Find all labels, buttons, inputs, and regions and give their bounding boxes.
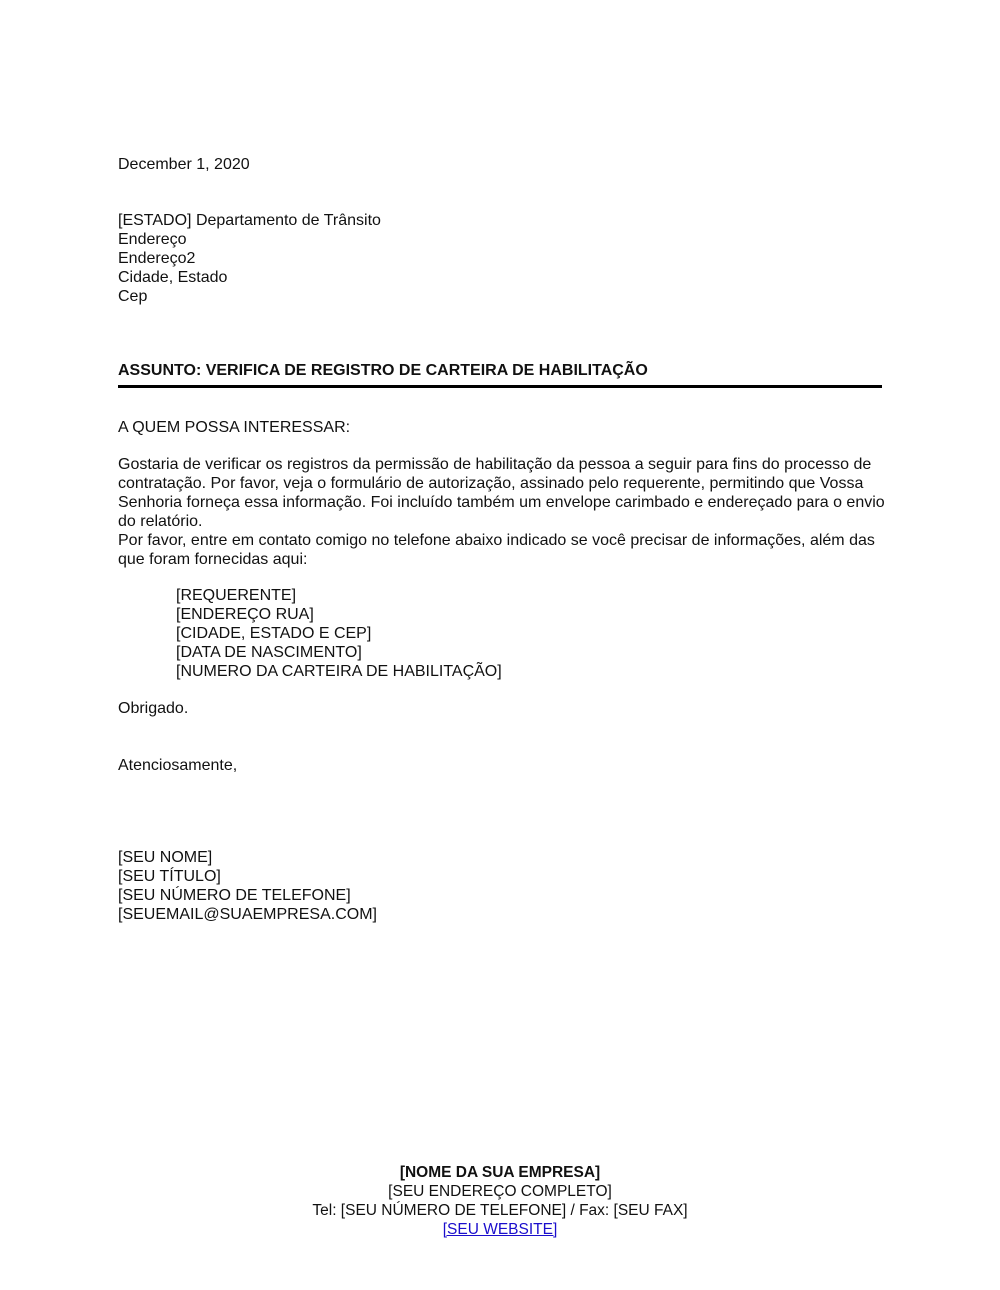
footer-company-name: [NOME DA SUA EMPRESA]: [399, 1164, 601, 1181]
recipient-line: Cidade, Estado: [118, 269, 228, 286]
footer-website-link[interactable]: [SEU WEBSITE]: [442, 1221, 558, 1238]
signature-name: [SEU NOME]: [118, 849, 213, 866]
subject-divider: [118, 385, 882, 388]
closing-line: Atenciosamente,: [118, 757, 238, 774]
recipient-address: [118, 211, 381, 306]
field-applicant: [REQUERENTE]: [176, 587, 297, 604]
subject-heading: ASSUNTO: VERIFICA DE REGISTRO DE CARTEIRA DE HABILITAÇÃO: [118, 362, 648, 379]
footer-address: [SEU ENDEREÇO COMPLETO]: [388, 1183, 612, 1200]
footer-contact: Tel: [SEU NÚMERO DE TELEFONE] / Fax: [SEU FAX]: [312, 1202, 688, 1219]
signature-email: [SEUEMAIL@SUAEMPRESA.COM]: [118, 906, 377, 923]
signature-title: [SEU TÍTULO]: [118, 868, 221, 885]
signature-phone: [SEU NÚMERO DE TELEFONE]: [118, 887, 351, 904]
applicant-fields: [176, 586, 502, 681]
thanks-line: Obrigado.: [118, 700, 189, 717]
body-paragraph: Gostaria de verificar os registros da permissão de habilitação da pessoa a seguir para fins do processo de contratação. Por favor, veja o formulário de autorização, assinado pelo requerente, permitindo que Vossa Senhoria forneça essa informação. Foi incluído também um envelope carimbado e endereçado para o envio do relatório.: [118, 456, 885, 530]
field-birth-date: [DATA DE NASCIMENTO]: [176, 644, 362, 661]
recipient-line: Cep: [118, 288, 148, 305]
letter-date: December 1, 2020: [118, 156, 250, 173]
recipient-line: [ESTADO] Departamento de Trânsito: [118, 212, 381, 229]
field-street: [ENDEREÇO RUA]: [176, 606, 314, 623]
recipient-line: Endereço2: [118, 250, 196, 267]
company-footer: [0, 1163, 1000, 1239]
body-paragraph: Por favor, entre em contato comigo no telefone abaixo indicado se você precisar de informações, além das que foram fornecidas aqui:: [118, 532, 875, 568]
salutation: A QUEM POSSA INTERESSAR:: [118, 419, 351, 436]
letter-body: [118, 455, 888, 569]
field-city-state-zip: [CIDADE, ESTADO E CEP]: [176, 625, 372, 642]
recipient-line: Endereço: [118, 231, 187, 248]
field-license-number: [NUMERO DA CARTEIRA DE HABILITAÇÃO]: [176, 663, 502, 680]
signature-block: [118, 848, 377, 924]
